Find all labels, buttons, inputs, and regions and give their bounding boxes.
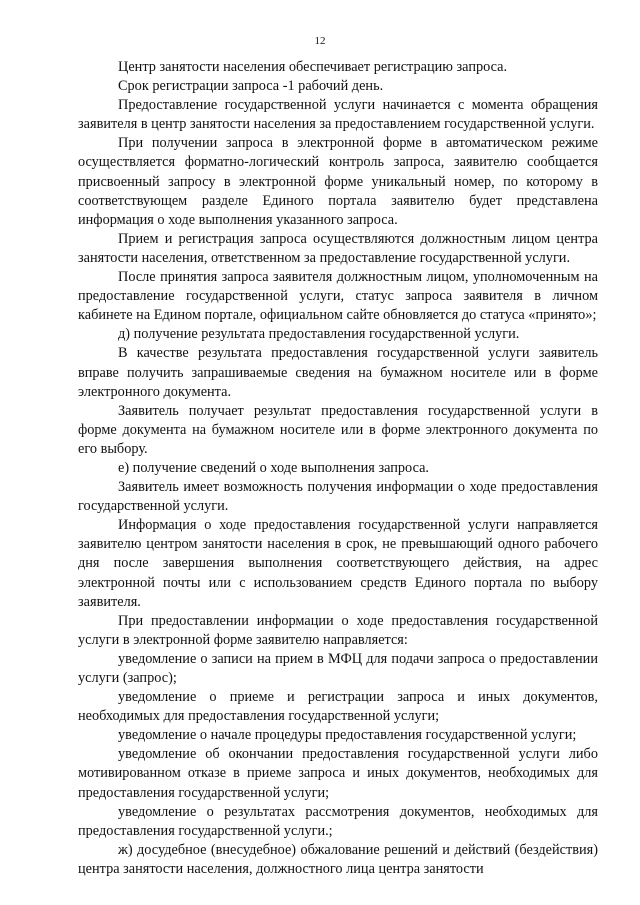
paragraph: ж) досудебное (внесудебное) обжалование решений и действий (бездействия) центра занятости населения, должностного лица центра занятости — [78, 841, 598, 877]
paragraph: е) получение сведений о ходе выполнения запроса. — [118, 459, 430, 476]
paragraph: При предоставлении информации о ходе предоставления государственной услуги в электронной форме заявителю направляется: — [78, 612, 598, 648]
paragraph: Заявитель получает результат предоставления государственной услуги в форме документа на бумажном носителе или в форме электронного документа по его выбору. — [78, 402, 598, 457]
paragraph: В качестве результата предоставления государственной услуги заявитель вправе получить запрашиваемые сведения на бумажном носителе или в форме электронного документа. — [78, 345, 598, 400]
paragraph: Предоставление государственной услуги начинается с момента обращения заявителя в центр занятости населения за предоставлением государственной услуги. — [78, 97, 598, 133]
paragraph: уведомление о приеме и регистрации запроса и иных документов, необходимых для предоставления государственной услуги; — [78, 689, 598, 725]
paragraph: Заявитель имеет возможность получения информации о ходе предоставления государственной услуги. — [78, 479, 598, 515]
paragraph: уведомление о начале процедуры предоставления государственной услуги; — [118, 727, 577, 744]
paragraph: уведомление об окончании предоставления государственной услуги либо мотивированном отказе в приеме запроса и иных документов, необходимых для предоставления государственной услуги; — [78, 746, 598, 801]
paragraph: Центр занятости населения обеспечивает регистрацию запроса. — [118, 59, 508, 75]
paragraph: Прием и регистрация запроса осуществляются должностным лицом центра занятости населения, ответственном за предоставление государственной услуги. — [78, 230, 598, 266]
paragraph: уведомление о записи на прием в МФЦ для подачи запроса о предоставлении услуги (запрос); — [78, 650, 598, 686]
paragraph: Информация о ходе предоставления государственной услуги направляется заявителю центром занятости населения в срок, не превышающий одного рабочего дня после завершения выполнения соответствующего действия, на адрес электронной почты или с использованием средств Единого портала по выбору заявителя. — [78, 517, 598, 610]
paragraph: д) получение результата предоставления государственной услуги. — [118, 326, 520, 343]
paragraph: Срок регистрации запроса -1 рабочий день. — [118, 78, 384, 95]
paragraph: уведомление о результатах рассмотрения документов, необходимых для предоставления государственной услуги.; — [78, 803, 598, 839]
page-number: 12 — [314, 35, 326, 47]
paragraph: После принятия запроса заявителя должностным лицом, уполномоченным на предоставление государственной услуги, статус запроса заявителя в личном кабинете на Едином портале, официальном сайте обновляется до статуса «принято»; — [78, 269, 598, 324]
paragraph: При получении запроса в электронной форме в автоматическом режиме осуществляется форматно-логический контроль запроса, заявителю сообщается присвоенный запросу в электронной форме уникальный номер, по которому в соответствующем разделе Единого портала заявителю будет представлена информация о ходе выполнения указанного запроса. — [78, 135, 598, 228]
document-body — [78, 58, 598, 879]
